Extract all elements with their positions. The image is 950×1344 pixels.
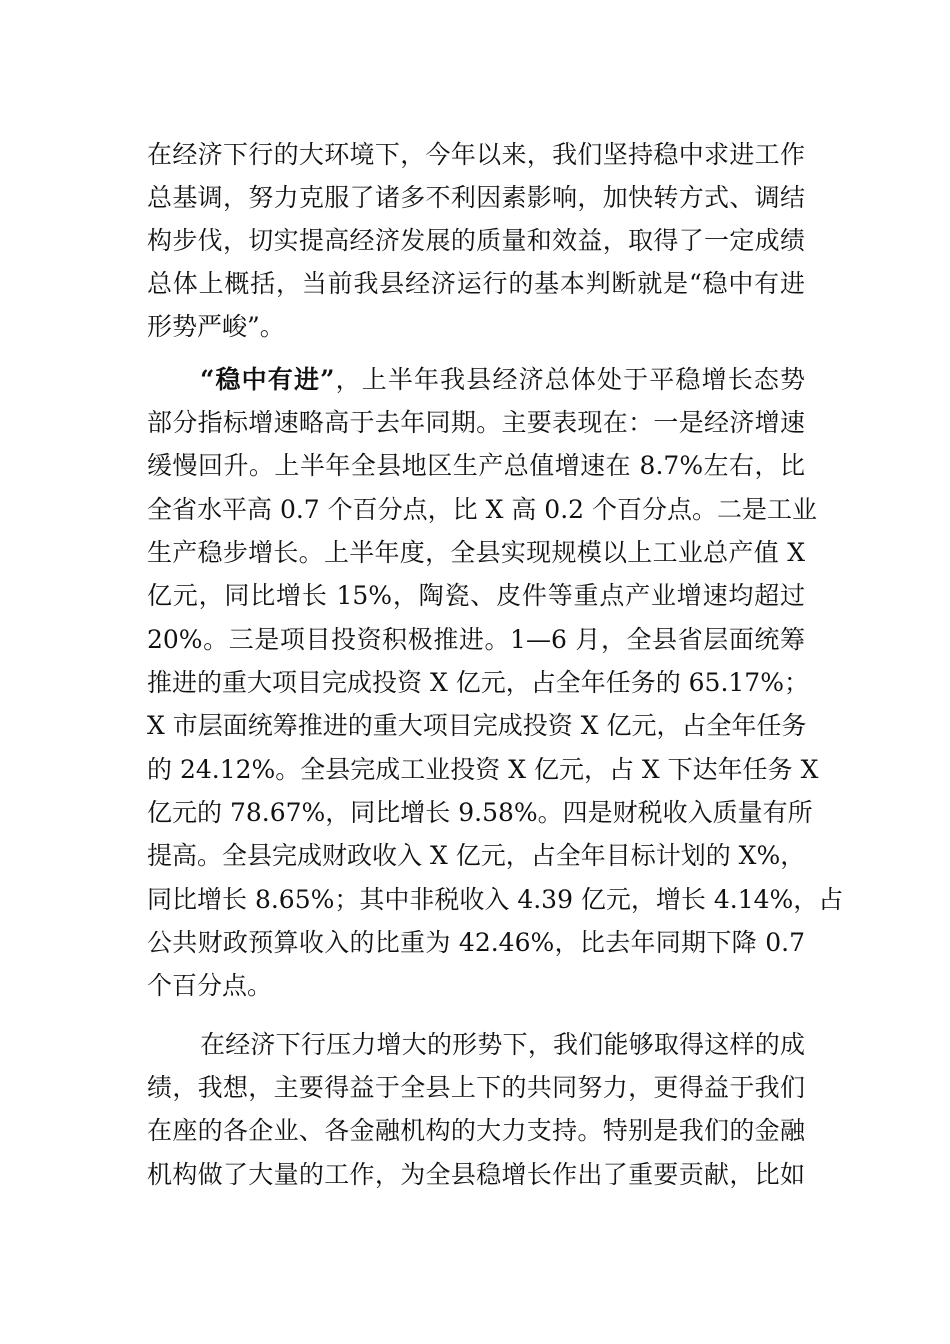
text-line: 推进的重大项目完成投资 X 亿元，占全年任务的 65.17%； — [147, 668, 809, 697]
text-line: 在经济下行压力增大的形势下，我们能够取得这样的成 — [200, 1030, 805, 1059]
text-line: 公共财政预算收入的比重为 42.46%，比去年同期下降 0.7 — [147, 928, 805, 957]
text-line: 机构做了大量的工作，为全县稳增长作出了重要贡献，比如 — [147, 1160, 805, 1189]
text-line — [200, 360, 805, 400]
emphasis-phrase: “稳中有进” — [200, 365, 335, 394]
text-line: 总体上概括，当前我县经济运行的基本判断就是“稳中有进 — [147, 269, 805, 298]
text-span: ，上半年我县经济总体处于平稳增长态势 — [334, 365, 805, 394]
text-line: 在经济下行的大环境下，今年以来，我们坚持稳中求进工作 — [147, 140, 805, 169]
text-line: 总基调，努力克服了诸多不利因素影响，加快转方式、调结 — [147, 183, 805, 212]
text-line: 绩，我想，主要得益于全县上下的共同努力，更得益于我们 — [147, 1073, 805, 1102]
text-line: 在座的各企业、各金融机构的大力支持。特别是我们的金融 — [147, 1116, 805, 1145]
text-line: 构步伐，切实提高经济发展的质量和效益，取得了一定成绩 — [147, 226, 805, 255]
text-line: 20%。三是项目投资积极推进。1—6 月，全县省层面统筹 — [147, 625, 805, 654]
text-line: X 市层面统筹推进的重大项目完成投资 X 亿元，占全年任务 — [147, 711, 807, 740]
text-line: 同比增长 8.65%；其中非税收入 4.39 亿元，增长 4.14%，占 — [147, 885, 844, 914]
text-line: 亿元，同比增长 15%，陶瓷、皮件等重点产业增速均超过 — [147, 581, 805, 610]
text-line: 部分指标增速略高于去年同期。主要表现在：一是经济增速 — [147, 408, 805, 437]
text-line: 全省水平高 0.7 个百分点，比 X 高 0.2 个百分点。二是工业 — [147, 495, 817, 524]
text-line: 形势严峻”。 — [147, 312, 285, 341]
text-line: 个百分点。 — [147, 971, 273, 1000]
text-line: 亿元的 78.67%，同比增长 9.58%。四是财税收入质量有所 — [147, 798, 813, 827]
text-line: 提高。全县完成财政收入 X 亿元，占全年目标计划的 X%， — [147, 841, 806, 870]
text-line: 的 24.12%。全县完成工业投资 X 亿元，占 X 下达年任务 X — [147, 755, 819, 784]
text-line: 缓慢回升。上半年全县地区生产总值增速在 8.7%左右，比 — [147, 451, 805, 480]
text-line: 生产稳步增长。上半年度，全县实现规模以上工业总产值 X — [147, 538, 805, 567]
